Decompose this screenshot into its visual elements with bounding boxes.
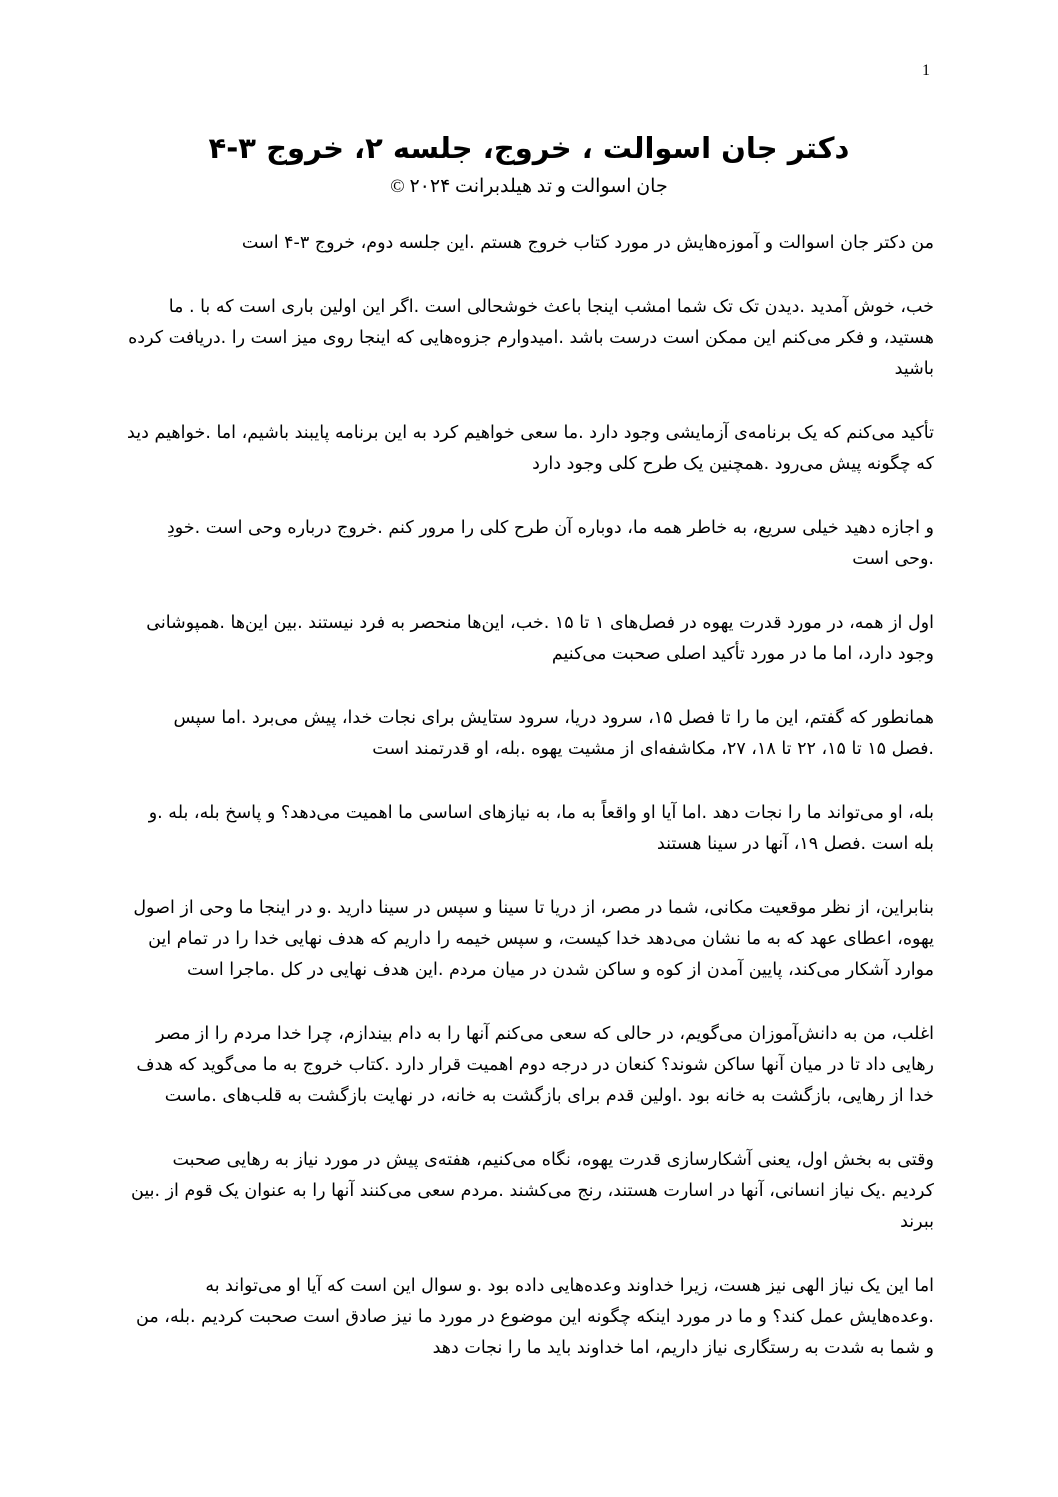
paragraph: اول از همه، در مورد قدرت یهوه در فصل‌های ۱ تا ۱۵ .خب، این‌ها منحصر به فرد نیستند .بین این‌ها .همپوشانی وجود دارد، اما ما در مورد تأکید اصلی صحبت می‌کنیم: [146, 613, 934, 664]
paragraph: اما این یک نیاز الهی نیز هست، زیرا خداوند وعده‌هایی داده بود .و سوال این است که آیا او می‌تواند به .وعده‌هایش عمل کند؟ و ما در مورد اینکه چگونه این موضوع در مورد ما نیز صادق است صحبت کردیم .بله، من و شما به شدت به رستگاری نیاز داریم، اما خداوند باید ما را نجات دهد: [136, 1276, 934, 1358]
copyright-line: جان اسوالت و تد هیلدبرانت ۲۰۲۴ ©: [390, 176, 668, 197]
paragraph: همانطور که گفتم، این ما را تا فصل ۱۵، سرود دریا، سرود ستایش برای نجات خدا، پیش می‌برد .اما سپس .فصل ۱۵ تا ۱۵، ۲۲ تا ۱۸، ۲۷، مکاشفه‌ای از مشیت یهوه .بله، او قدرتمند است: [173, 708, 934, 759]
paragraph: تأکید می‌کنم که یک برنامه‌ی آزمایشی وجود دارد .ما سعی خواهیم کرد به این برنامه پایبند باشیم، اما .خواهیم دید که چگونه پیش می‌رود .همچنین یک طرح کلی وجود دارد: [127, 423, 934, 474]
paragraph: خب، خوش آمدید .دیدن تک تک شما امشب اینجا باعث خوشحالی است .اگر این اولین باری است که با . ما هستید، و فکر می‌کنم این ممکن است درست باشد .امیدوارم جزوه‌هایی که اینجا روی میز است را .دریافت کرده باشید: [128, 297, 934, 379]
paragraph: و اجازه دهید خیلی سریع، به خاطر همه ما، دوباره آن طرح کلی را مرور کنم .خروج درباره وحی است .خودِ .وحی است: [166, 518, 934, 569]
paragraph: بله، او می‌تواند ما را نجات دهد .اما آیا او واقعاً به ما، به نیازهای اساسی ما اهمیت می‌دهد؟ و پاسخ بله، بله .و بله است .فصل ۱۹، آنها در سینا هستند: [148, 803, 934, 854]
paragraph: اغلب، من به دانش‌آموزان می‌گویم، در حالی که سعی می‌کنم آنها را به دام بیندازم، چرا خدا مردم را از مصر رهایی داد تا در میان آنها ساکن شوند؟ کنعان در درجه دوم اهمیت قرار دارد .کتاب خروج به ما می‌گوید که هدف خدا از رهایی، بازگشت به خانه بود .اولین قدم برای بازگشت به خانه، در نهایت بازگشت به قلب‌های .ماست: [136, 1024, 934, 1106]
transcript-body: [126, 228, 934, 1397]
page-number: 1: [922, 62, 930, 79]
paragraph: وقتی به بخش اول، یعنی آشکارسازی قدرت یهوه، نگاه می‌کنیم، هفته‌ی پیش در مورد نیاز به رهایی صحبت کردیم .یک نیاز انسانی، آنها در اسارت هستند، رنج می‌کشند .مردم سعی می‌کنند آنها را به عنوان یک قوم از .بین ببرند: [131, 1150, 934, 1232]
paragraph: من دکتر جان اسوالت و آموزه‌هایش در مورد کتاب خروج هستم .این جلسه دوم، خروج ۳-۴ است: [241, 233, 934, 253]
paragraph: بنابراین، از نظر موقعیت مکانی، شما در مصر، از دریا تا سینا و سپس در سینا دارید .و در اینجا ما وحی از اصول یهوه، اعطای عهد که به ما نشان می‌دهد خدا کیست، و سپس خیمه را داریم که هدف نهایی خدا را در تمام این موارد آشکار می‌کند، پایین آمدن از کوه و ساکن شدن در میان مردم .این هدف نهایی در کل .ماجرا است: [133, 898, 934, 980]
document-title: دکتر جان اسوالت ، خروج، جلسه ۲، خروج ۳-۴: [208, 131, 850, 165]
